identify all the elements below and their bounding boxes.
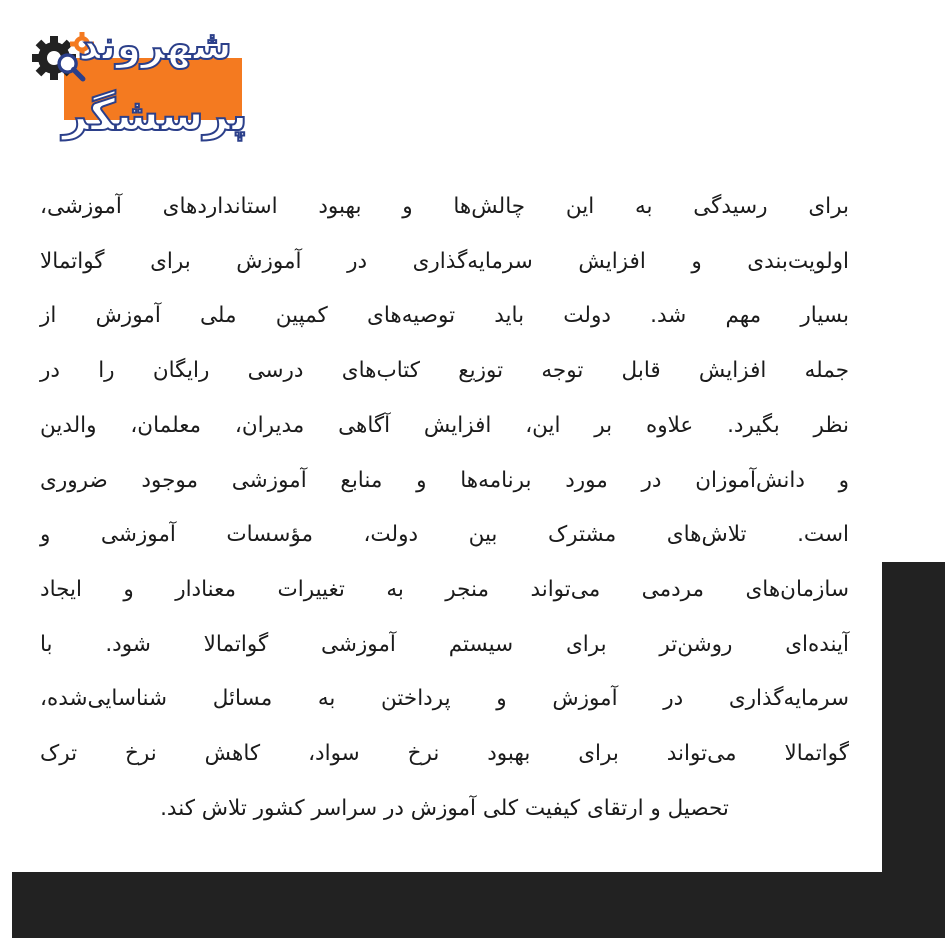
article-line: و دانش‌آموزان در مورد برنامه‌ها و منابع آموزشی موجود ضروری [40,467,849,493]
article-line: بسیار مهم شد. دولت باید توصیه‌های کمپین ملی آموزش از [40,303,849,329]
article-line: گواتمالا می‌تواند برای بهبود نرخ سواد، کاهش نرخ ترک [40,741,849,767]
article-line: نظر بگیرد. علاوه بر این، افزایش آگاهی مدیران، معلمان، والدین [40,412,849,438]
decorative-frame-bottom [12,872,945,945]
logo-title-line2: پرسشگر [62,90,248,141]
article-line: تحصیل و ارتقای کیفیت کلی آموزش در سراسر کشور تلاش کند. [160,795,729,821]
article-body [40,180,849,836]
article-line: آینده‌ای روشن‌تر برای سیستم آموزشی گواتمالا شود. با [40,631,849,657]
article-line: جمله افزایش قابل توجه توزیع کتاب‌های درسی رایگان را در [40,358,849,384]
brand-logo [24,22,274,152]
article-line: برای رسیدگی به این چالش‌ها و بهبود استانداردهای آموزشی، [40,194,849,219]
frame-bottom-gap [0,938,945,945]
article-line: سازمان‌های مردمی می‌تواند منجر به تغییرات معنادار و ایجاد [40,576,849,602]
article-line: است. تلاش‌های مشترک بین دولت، مؤسسات آموزشی و [40,522,849,548]
logo-title-line1: شهروند [78,23,232,69]
article-line: اولویت‌بندی و افزایش سرمایه‌گذاری در آموزش برای گواتمالا [40,248,849,274]
article-line: سرمایه‌گذاری در آموزش و پرداختن به مسائل شناسایی‌شده، [40,686,849,712]
